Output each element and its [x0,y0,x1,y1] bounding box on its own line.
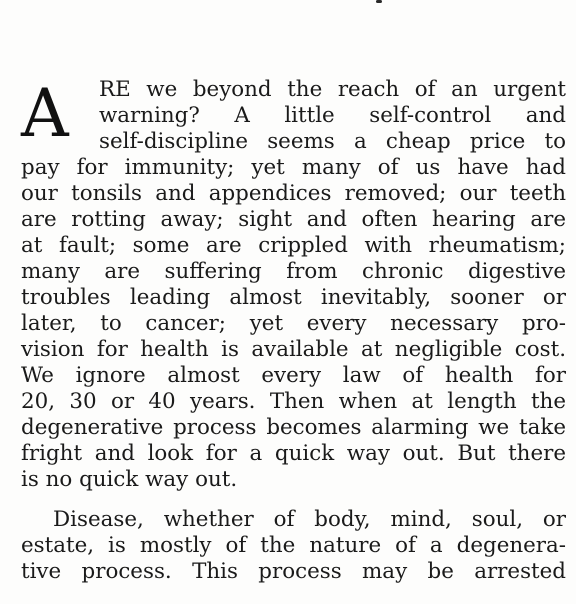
text-line: We ignore almost every law of health for [21,363,566,388]
text-line: is no quick way out. [21,467,238,492]
text-line: later, to cancer; yet every necessary pro- [21,311,566,336]
text-line: degenerative process becomes alarming we take [21,415,566,440]
text-line: at fault; some are crippled with rheumatism; [21,233,566,258]
text-line: self-discipline seems a cheap price to [99,129,566,154]
text-line: Disease, whether of body, mind, soul, or [53,507,566,532]
drop-cap: A [21,75,69,152]
text-line: many are suffering from chronic digestive [21,259,566,284]
text-line: pay for immunity; yet many of us have had [21,155,566,180]
article-body [21,77,566,585]
text-line: fright and look for a quick way out. But there [21,441,566,466]
paragraph-2 [21,507,566,585]
text-line: troubles leading almost inevitably, sooner or [21,285,566,310]
text-line: warning? A little self-control and [99,103,566,128]
text-line: tive process. This process may be arrested [21,559,566,584]
text-line: 20, 30 or 40 years. Then when at length the [21,389,566,414]
paragraph-spacer [21,493,566,507]
ink-speck [376,0,382,3]
text-line: RE we beyond the reach of an urgent [99,77,566,102]
text-line: vision for health is available at negligible cost. [21,337,566,362]
text-line: our tonsils and appendices removed; our teeth [21,181,566,206]
paragraph-1 [21,77,566,493]
text-line: are rotting away; sight and often hearing are [21,207,566,232]
text-line: estate, is mostly of the nature of a degenera- [21,533,566,558]
